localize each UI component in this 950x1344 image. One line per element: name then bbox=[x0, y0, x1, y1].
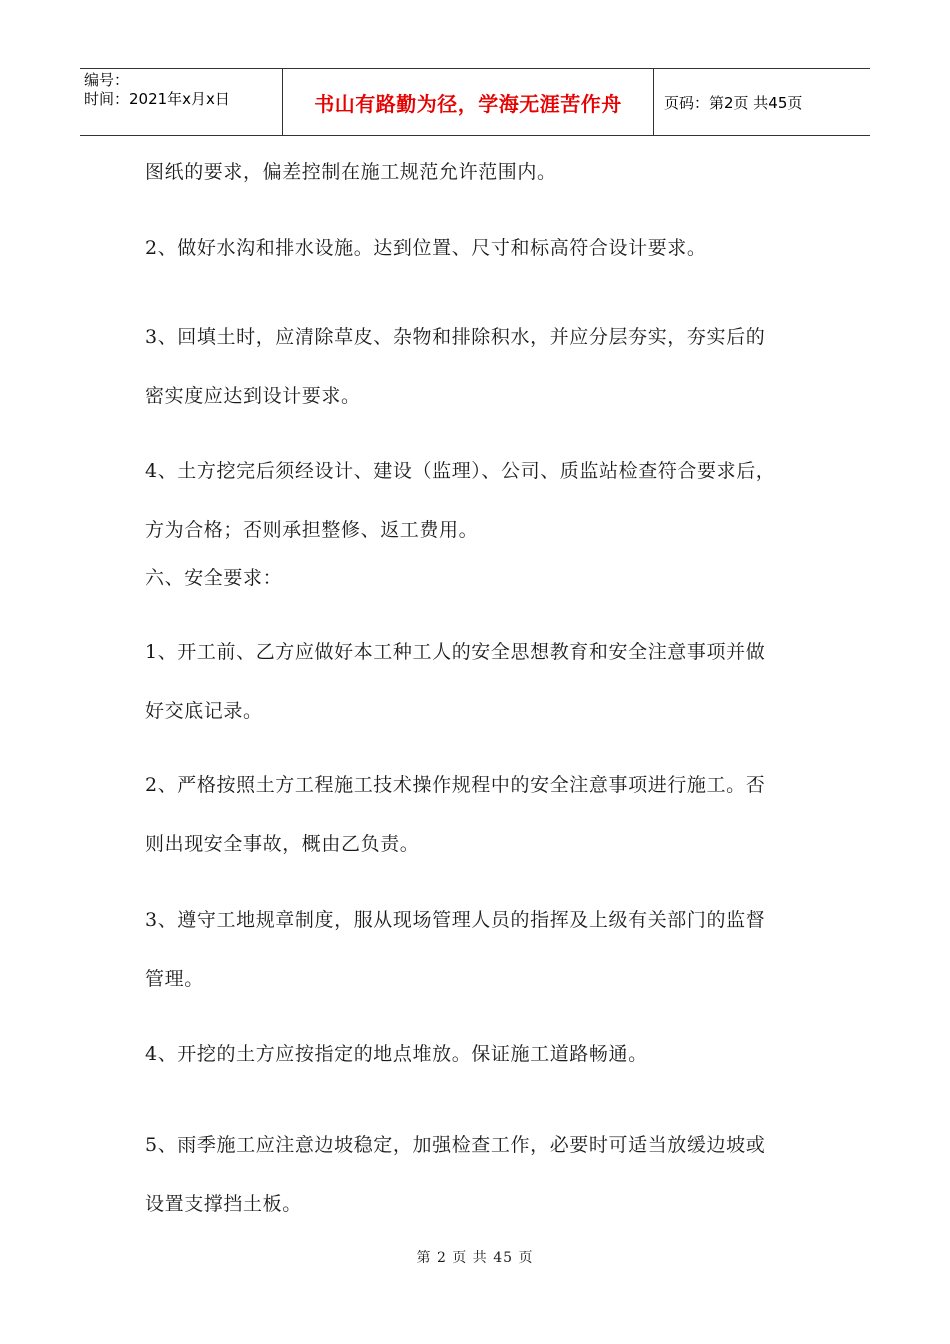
body-line: 2、严格按照土方工程施工技术操作规程中的安全注意事项进行施工。否 bbox=[145, 774, 766, 796]
body-line: 好交底记录。 bbox=[145, 700, 263, 722]
body-line: 设置支撑挡土板。 bbox=[145, 1193, 302, 1215]
page-header bbox=[80, 68, 870, 136]
body-line: 3、回填土时，应清除草皮、杂物和排除积水，并应分层夯实，夯实后的 bbox=[145, 326, 766, 348]
section-heading: 六、安全要求： bbox=[145, 567, 283, 589]
body-line: 4、土方挖完后须经设计、建设（监理）、公司、质监站检查符合要求后， bbox=[145, 460, 776, 482]
body-line: 密实度应达到设计要求。 bbox=[145, 385, 361, 407]
body-line: 1、开工前、乙方应做好本工种工人的安全思想教育和安全注意事项并做 bbox=[145, 641, 766, 663]
body-line: 5、雨季施工应注意边坡稳定，加强检查工作，必要时可适当放缓边坡或 bbox=[145, 1134, 766, 1156]
body-line: 4、开挖的土方应按指定的地点堆放。保证施工道路畅通。 bbox=[145, 1043, 648, 1065]
body-line: 则出现安全事故，概由乙负责。 bbox=[145, 833, 420, 855]
body-line: 方为合格；否则承担整修、返工费用。 bbox=[145, 519, 479, 541]
date-label: 时间：2021年x月x日 bbox=[84, 90, 230, 108]
header-page-info: 页码：第2页 共45页 bbox=[664, 93, 803, 112]
page-footer: 第 2 页 共 45 页 bbox=[416, 1250, 534, 1266]
body-line: 图纸的要求，偏差控制在施工规范允许范围内。 bbox=[145, 161, 557, 183]
body-line: 3、遵守工地规章制度，服从现场管理人员的指挥及上级有关部门的监督 bbox=[145, 909, 766, 931]
code-label: 编号： bbox=[84, 71, 130, 89]
body-line: 管理。 bbox=[145, 968, 204, 990]
header-motto: 书山有路勤为径，学海无涯苦作舟 bbox=[282, 69, 654, 135]
body-line: 2、做好水沟和排水设施。达到位置、尺寸和标高符合设计要求。 bbox=[145, 237, 707, 259]
header-meta bbox=[80, 69, 282, 135]
